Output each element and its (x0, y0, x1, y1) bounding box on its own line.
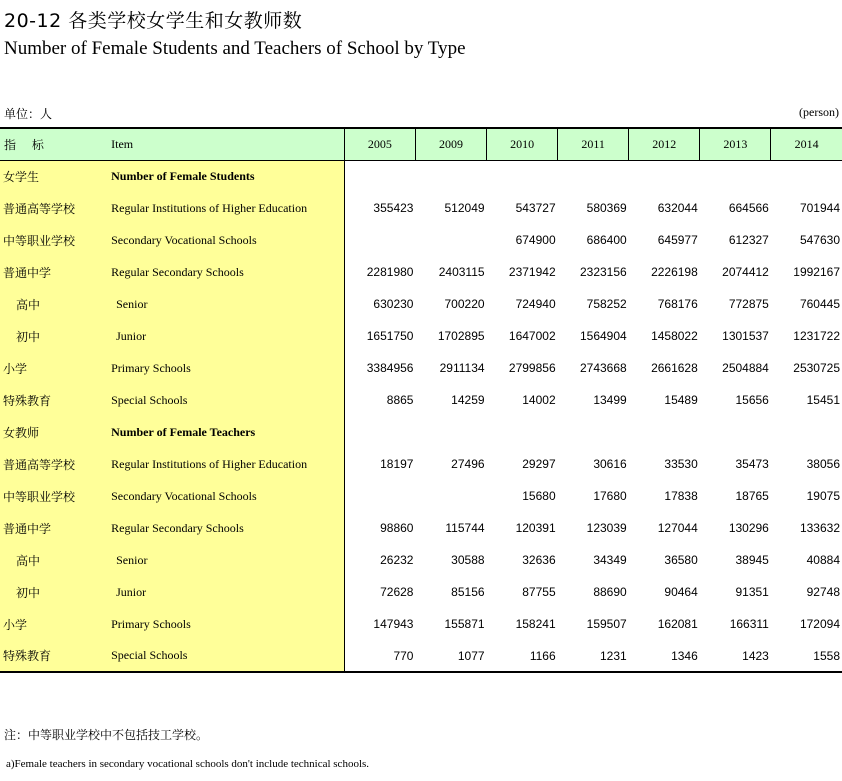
row-label-cn: 女教师 (0, 416, 108, 448)
table-cell (415, 480, 486, 512)
table-cell: 32636 (522, 553, 556, 567)
table-cell: 38945 (735, 553, 769, 567)
table-cell (700, 160, 771, 192)
table-cell: 664566 (728, 201, 769, 215)
table-cell: 674900 (515, 233, 556, 247)
row-label-en: Junior (108, 320, 344, 352)
table-cell: 159507 (586, 617, 627, 631)
table-cell: 1231722 (793, 329, 840, 343)
table-cell: 17680 (593, 489, 627, 503)
table-cell: 758252 (586, 297, 627, 311)
table-cell: 1647002 (508, 329, 556, 343)
table-cell: 30616 (593, 457, 627, 471)
table-cell: 700220 (444, 297, 485, 311)
table-cell: 686400 (586, 233, 627, 247)
section-row (0, 416, 842, 448)
table-cell: 15451 (806, 393, 840, 407)
table-cell: 133632 (799, 521, 840, 535)
row-label-en: Primary Schools (108, 608, 344, 640)
table-row (0, 544, 842, 576)
row-label-cn: 普通中学 (0, 512, 108, 544)
table-cell (771, 416, 842, 448)
table-cell: 2074412 (722, 265, 769, 279)
table-cell (629, 160, 700, 192)
row-label-cn: 高中 (0, 544, 108, 576)
table-row (0, 320, 842, 352)
table-cell (629, 416, 700, 448)
row-label-cn: 普通高等学校 (0, 192, 108, 224)
table-cell: 547630 (799, 233, 840, 247)
table-cell: 1423 (700, 640, 771, 672)
table-cell: 34349 (593, 553, 627, 567)
table-cell: 155871 (444, 617, 485, 631)
row-label-en: Secondary Vocational Schools (108, 224, 344, 256)
table-cell: 768176 (657, 297, 698, 311)
row-label-en: Regular Secondary Schools (108, 512, 344, 544)
table-cell: 2504884 (722, 361, 769, 375)
table-cell: 33530 (664, 457, 698, 471)
table-cell: 2799856 (508, 361, 556, 375)
table-cell: 92748 (806, 585, 840, 599)
table-cell: 162081 (657, 617, 698, 631)
unit-label-cn: 单位：人 (4, 107, 53, 121)
row-label-en: Special Schools (108, 384, 344, 416)
row-label-cn: 特殊教育 (0, 640, 108, 672)
table-cell: 18197 (380, 457, 414, 471)
table-cell: 760445 (799, 297, 840, 311)
table-cell: 15680 (522, 489, 556, 503)
table-cell: 630230 (373, 297, 414, 311)
table-cell (700, 416, 771, 448)
table-cell (415, 224, 486, 256)
table-cell: 1166 (487, 640, 558, 672)
table-cell: 724940 (515, 297, 556, 311)
table-cell (558, 416, 629, 448)
row-label-cn: 特殊教育 (0, 384, 108, 416)
table-cell: 29297 (522, 457, 556, 471)
table-cell (487, 416, 558, 448)
row-label-cn: 普通中学 (0, 256, 108, 288)
table-cell: 123039 (586, 521, 627, 535)
header-year: 2014 (771, 128, 842, 160)
table-cell: 1077 (415, 640, 486, 672)
table-cell: 612327 (728, 233, 769, 247)
row-label-cn: 女学生 (0, 160, 108, 192)
page-title-en: Number of Female Students and Teachers of School by Type (4, 38, 466, 59)
table-cell: 2281980 (366, 265, 414, 279)
table-cell: 40884 (806, 553, 840, 567)
table-cell (487, 160, 558, 192)
table-cell: 13499 (593, 393, 627, 407)
table-cell: 645977 (657, 233, 698, 247)
row-label-cn: 初中 (0, 576, 108, 608)
table-cell: 130296 (728, 521, 769, 535)
table-cell: 166311 (729, 617, 769, 631)
table-cell: 2911134 (439, 361, 485, 375)
table-row (0, 576, 842, 608)
row-label-en: Number of Female Teachers (108, 416, 344, 448)
header-item-cn: 指 标 (0, 128, 108, 160)
row-label-en: Senior (108, 544, 344, 576)
table-row (0, 288, 842, 320)
table-cell (415, 160, 486, 192)
row-label-en: Regular Secondary Schools (108, 256, 344, 288)
table-cell: 1651750 (366, 329, 414, 343)
table-cell: 1301537 (722, 329, 769, 343)
table-cell: 85156 (451, 585, 485, 599)
header-year: 2013 (700, 128, 771, 160)
table-row (0, 480, 842, 512)
page-title-cn: 20-12 各类学校女学生和女教师数 (4, 10, 303, 32)
row-label-en: Primary Schools (108, 352, 344, 384)
row-label-en: Regular Institutions of Higher Education (108, 448, 344, 480)
row-label-cn: 小学 (0, 608, 108, 640)
row-label-cn: 高中 (0, 288, 108, 320)
table-cell: 15656 (735, 393, 769, 407)
table-cell: 770 (344, 640, 415, 672)
table-cell (344, 480, 415, 512)
section-row (0, 160, 842, 192)
unit-label-en: (person) (799, 105, 839, 119)
table-cell: 2323156 (579, 265, 627, 279)
row-label-en: Secondary Vocational Schools (108, 480, 344, 512)
table-row (0, 448, 842, 480)
table-cell: 2403115 (438, 265, 485, 279)
row-label-cn: 小学 (0, 352, 108, 384)
table-header-row (0, 128, 842, 160)
table-cell: 87755 (522, 585, 556, 599)
row-label-cn: 中等职业学校 (0, 224, 108, 256)
table-cell: 2743668 (579, 361, 627, 375)
table-cell: 1231 (558, 640, 629, 672)
table-cell: 14002 (522, 393, 556, 407)
row-label-en: Junior (108, 576, 344, 608)
table-row (0, 608, 842, 640)
table-cell: 1564904 (579, 329, 627, 343)
table-row (0, 640, 842, 672)
row-label-en: Special Schools (108, 640, 344, 672)
table-cell: 38056 (806, 457, 840, 471)
table-cell: 30588 (451, 553, 485, 567)
table-cell: 1558 (771, 640, 842, 672)
table-cell: 120391 (515, 521, 556, 535)
header-item-en: Item (108, 128, 344, 160)
table-cell (415, 416, 486, 448)
row-label-en: Number of Female Students (108, 160, 344, 192)
table-cell: 772875 (728, 297, 769, 311)
table-cell (344, 416, 415, 448)
header-year: 2011 (558, 128, 629, 160)
table-cell: 512049 (444, 201, 485, 215)
table-cell (771, 160, 842, 192)
table-cell: 355423 (373, 201, 414, 215)
header-year: 2010 (487, 128, 558, 160)
table-cell: 17838 (664, 489, 698, 503)
table-cell: 26232 (380, 553, 414, 567)
row-label-cn: 普通高等学校 (0, 448, 108, 480)
table-cell (344, 160, 415, 192)
footnote-en: a)Female teachers in secondary vocational schools don't include technical schools. (6, 758, 370, 770)
table-cell: 35473 (735, 457, 769, 471)
data-table (0, 127, 842, 673)
table-cell: 8865 (386, 393, 414, 407)
table-row (0, 224, 842, 256)
table-cell: 14259 (451, 393, 485, 407)
table-cell: 701944 (799, 201, 840, 215)
table-cell: 98860 (380, 521, 414, 535)
table-cell: 158241 (515, 617, 556, 631)
table-cell: 147943 (373, 617, 414, 631)
table-cell: 2661628 (651, 361, 698, 375)
table-cell: 15489 (664, 393, 698, 407)
table-cell: 2530725 (793, 361, 840, 375)
table-row (0, 256, 842, 288)
header-year: 2012 (629, 128, 700, 160)
table-cell: 580369 (586, 201, 627, 215)
table-cell (344, 224, 415, 256)
table-cell: 115744 (445, 521, 485, 535)
table-row (0, 512, 842, 544)
table-cell: 27496 (451, 457, 485, 471)
table-cell: 127044 (657, 521, 698, 535)
table-cell: 36580 (664, 553, 698, 567)
table-cell: 543727 (515, 201, 556, 215)
table-body (0, 160, 842, 672)
table-cell: 1992167 (793, 265, 840, 279)
row-label-cn: 初中 (0, 320, 108, 352)
table-cell: 90464 (664, 585, 698, 599)
row-label-cn: 中等职业学校 (0, 480, 108, 512)
table-row (0, 192, 842, 224)
table-cell: 1458022 (651, 329, 698, 343)
table-row (0, 384, 842, 416)
table-cell: 3384956 (366, 361, 414, 375)
header-year: 2009 (415, 128, 486, 160)
header-year: 2005 (344, 128, 415, 160)
table-cell: 88690 (593, 585, 627, 599)
table-cell: 72628 (380, 585, 414, 599)
table-cell: 1346 (629, 640, 700, 672)
table-cell: 19075 (806, 489, 840, 503)
table-cell: 632044 (657, 201, 698, 215)
row-label-en: Regular Institutions of Higher Education (108, 192, 344, 224)
table-cell: 2226198 (651, 265, 698, 279)
table-cell: 2371942 (508, 265, 556, 279)
footnote-cn: 注：中等职业学校中不包括技工学校。 (4, 728, 209, 742)
table-cell: 1702895 (437, 329, 485, 343)
table-cell: 18765 (735, 489, 769, 503)
table-cell: 172094 (799, 617, 840, 631)
table-row (0, 352, 842, 384)
table-cell (558, 160, 629, 192)
table-cell: 91351 (735, 585, 769, 599)
row-label-en: Senior (108, 288, 344, 320)
